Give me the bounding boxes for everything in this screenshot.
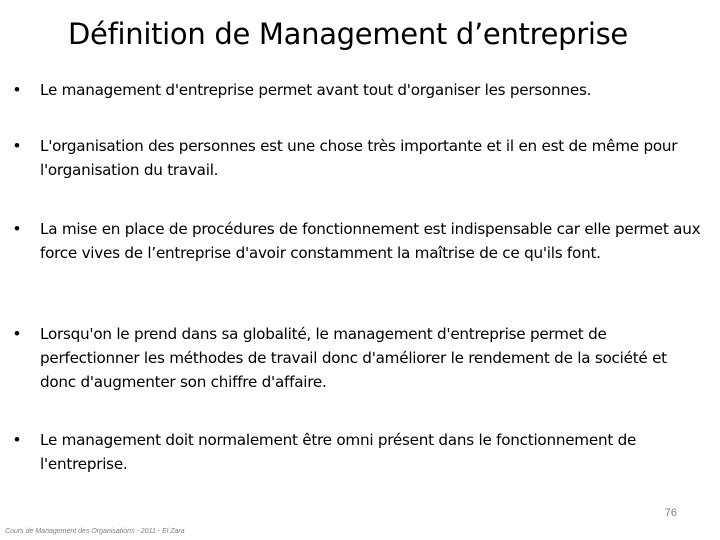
bullet-text: Le management d'entreprise permet avant tout d'organiser les personnes. [40,81,592,99]
bullet-dot: • [14,219,20,238]
bullet-item [14,78,704,102]
bullet-text: Lorsqu'on le prend dans sa globalité, le management d'entreprise permet de perfectionner les méthodes de travail donc d'améliorer le rendement de la société et donc d'augmenter son chiffre d'affaire. [40,325,667,391]
bullet-dot: • [14,430,20,449]
bullet-item [14,134,704,182]
bullet-item [14,217,704,265]
bullet-item [14,428,704,476]
slide-title: Définition de Management d’entreprise [68,17,628,51]
footer-text: Cours de Management des Organisations - 2011 - El Zara [5,528,185,535]
bullet-item [14,322,704,394]
bullet-dot: • [14,80,20,99]
bullet-dot: • [14,136,20,155]
bullet-text: L'organisation des personnes est une chose très importante et il en est de même pour l'organisation du travail. [40,137,678,179]
bullet-text: Le management doit normalement être omni présent dans le fonctionnement de l'entreprise. [40,431,637,473]
bullet-dot: • [14,324,20,343]
bullet-text: La mise en place de procédures de fonctionnement est indispensable car elle permet aux force vives de l’entreprise d'avoir constamment la maîtrise de ce qu'ils font. [40,220,701,262]
page-number: 76 [664,507,677,519]
